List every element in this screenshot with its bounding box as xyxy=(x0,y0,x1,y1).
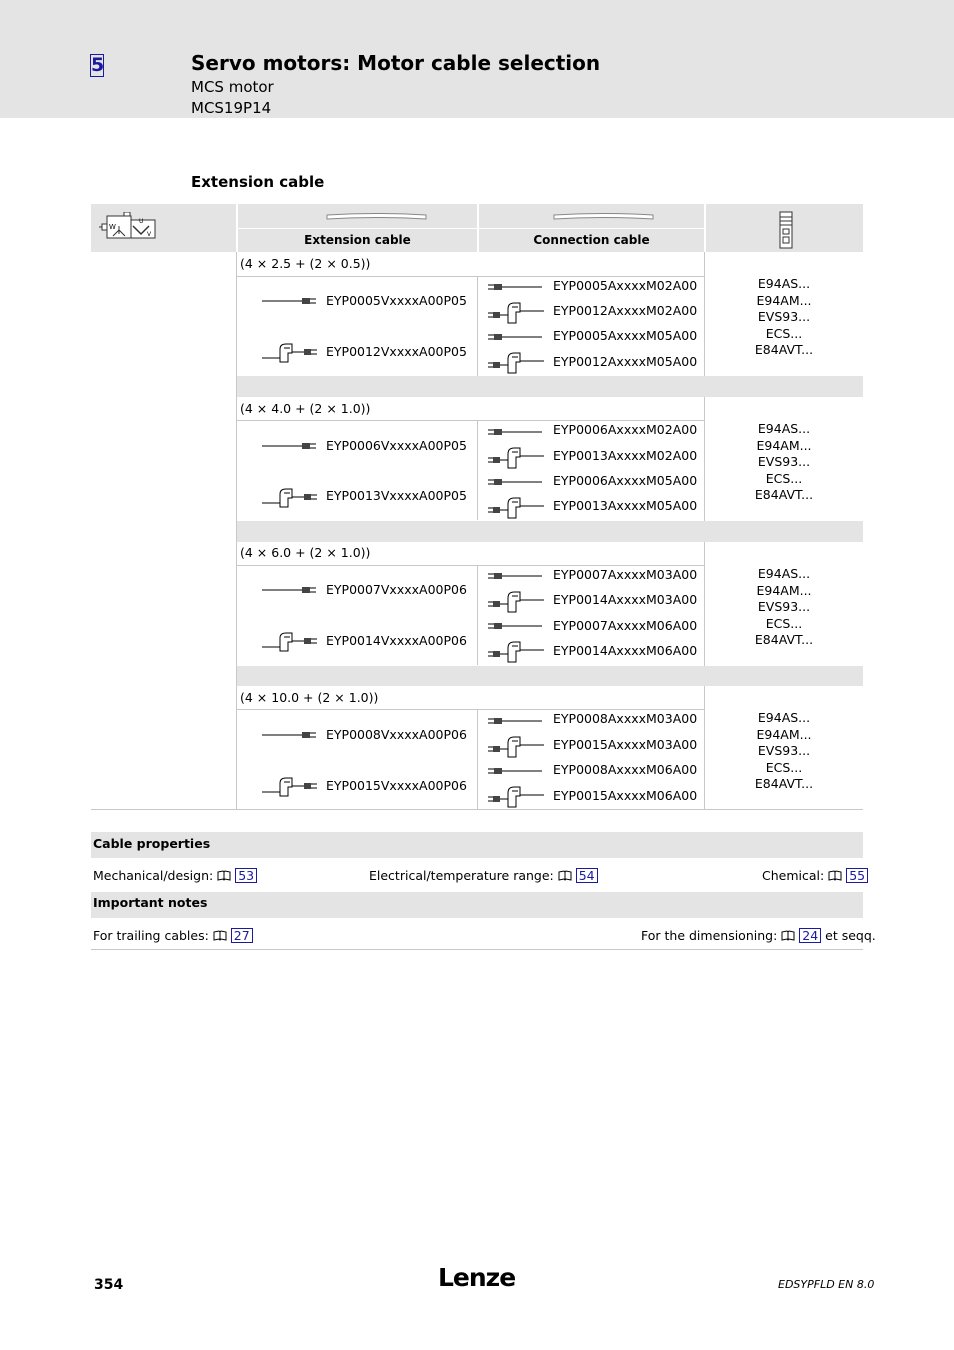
mechanical-reference xyxy=(93,868,257,883)
cable-drawing-icon xyxy=(488,426,544,438)
drive-item: EVS93... xyxy=(757,599,811,614)
group-separator xyxy=(237,376,863,397)
trailing-label: For trailing cables: xyxy=(93,928,209,943)
extension-part-number: EYP0006VxxxxA00P05 xyxy=(326,438,467,453)
svg-text:W: W xyxy=(109,223,116,231)
cable-drawing-icon xyxy=(488,300,546,324)
page-subtitle-motor: MCS motor xyxy=(191,78,274,96)
drive-item: ECS... xyxy=(765,325,803,341)
cable-icon xyxy=(553,213,655,221)
connection-part-number: EYP0008AxxxxM03A00 xyxy=(553,711,698,726)
drive-list xyxy=(706,566,862,649)
cable-icon xyxy=(326,213,428,221)
connection-part-number: EYP0007AxxxxM03A00 xyxy=(553,567,698,582)
drive-list xyxy=(706,276,862,359)
cable-properties-heading: Cable properties xyxy=(93,836,211,851)
connection-part-number: EYP0007AxxxxM06A00 xyxy=(553,618,698,633)
connection-part-number: EYP0013AxxxxM02A00 xyxy=(553,448,698,463)
connection-part-number: EYP0014AxxxxM03A00 xyxy=(553,592,698,607)
connection-part-number: EYP0013AxxxxM05A00 xyxy=(553,498,698,513)
cable-drawing-icon xyxy=(262,630,318,652)
connection-cable-column-label: Connection cable xyxy=(533,233,650,247)
cable-drawing-icon xyxy=(488,589,546,613)
cable-drawing-icon xyxy=(488,570,544,582)
drive-item: EVS93... xyxy=(757,454,811,469)
drive-item: E84AVT... xyxy=(754,776,814,791)
trailing-cables-reference xyxy=(93,928,253,943)
extension-part-number: EYP0012VxxxxA00P05 xyxy=(326,344,467,359)
drive-item: E94AM... xyxy=(756,437,812,453)
book-icon xyxy=(558,870,572,881)
group-separator xyxy=(237,666,863,686)
connection-part-number: EYP0012AxxxxM02A00 xyxy=(553,303,698,318)
drive-item: ECS... xyxy=(765,470,803,486)
mechanical-page-link[interactable]: 53 xyxy=(235,868,257,883)
group-separator xyxy=(237,521,863,542)
electrical-page-link[interactable]: 54 xyxy=(576,868,598,883)
drive-item: E94AS... xyxy=(757,421,811,436)
trailing-page-link[interactable]: 27 xyxy=(231,928,253,943)
connection-part-number: EYP0005AxxxxM02A00 xyxy=(553,278,698,293)
dimensioning-label: For the dimensioning: xyxy=(641,928,778,943)
drive-item: E94AS... xyxy=(757,276,811,291)
cable-drawing-icon xyxy=(262,486,318,508)
page-subtitle-model: MCS19P14 xyxy=(191,99,272,117)
page-number: 354 xyxy=(94,1277,124,1293)
lenze-logo: Lenze xyxy=(438,1263,516,1292)
extension-part-number: EYP0008VxxxxA00P06 xyxy=(326,727,467,742)
connection-cable-header xyxy=(479,204,704,252)
electrical-reference xyxy=(369,868,598,883)
connection-part-number: EYP0005AxxxxM05A00 xyxy=(553,328,698,343)
drive-item: E94AS... xyxy=(757,710,811,725)
cable-spec: (4 × 2.5 + (2 × 0.5)) xyxy=(240,256,371,271)
extension-part-number: EYP0007VxxxxA00P06 xyxy=(326,582,467,597)
document-id: EDSYPFLD EN 8.0 xyxy=(778,1278,875,1291)
drive-item: E84AVT... xyxy=(754,632,814,647)
connection-part-number: EYP0014AxxxxM06A00 xyxy=(553,643,698,658)
extension-cable-header xyxy=(238,204,477,252)
connection-part-number: EYP0015AxxxxM06A00 xyxy=(553,788,698,803)
drive-item: EVS93... xyxy=(757,743,811,758)
drive-item: E94AS... xyxy=(757,566,811,581)
drive-item: E94AM... xyxy=(756,582,812,598)
cable-spec: (4 × 4.0 + (2 × 1.0)) xyxy=(240,401,371,416)
drive-item: E84AVT... xyxy=(754,342,814,357)
cable-drawing-icon xyxy=(488,620,544,632)
cable-drawing-icon xyxy=(488,281,544,293)
cable-drawing-icon xyxy=(262,729,318,741)
cable-drawing-icon xyxy=(488,331,544,343)
cable-drawing-icon xyxy=(488,715,544,727)
electrical-label: Electrical/temperature range: xyxy=(369,868,554,883)
drive-list xyxy=(706,421,862,504)
drive-item: E94AM... xyxy=(756,292,812,308)
extension-part-number: EYP0005VxxxxA00P05 xyxy=(326,293,467,308)
cable-drawing-icon xyxy=(488,765,544,777)
connection-part-number: EYP0012AxxxxM05A00 xyxy=(553,354,698,369)
cable-spec: (4 × 10.0 + (2 × 1.0)) xyxy=(240,690,379,705)
book-icon xyxy=(781,930,795,941)
drive-icon-header xyxy=(706,204,863,252)
dimensioning-suffix: et seqq. xyxy=(825,928,876,943)
drive-item: ECS... xyxy=(765,615,803,631)
cable-drawing-icon xyxy=(488,784,546,808)
dimensioning-page-link[interactable]: 24 xyxy=(799,928,821,943)
drive-item: EVS93... xyxy=(757,309,811,324)
cable-drawing-icon xyxy=(488,495,546,519)
svg-text:V: V xyxy=(147,231,152,238)
drive-item: E84AVT... xyxy=(754,487,814,502)
cable-spec: (4 × 6.0 + (2 × 1.0)) xyxy=(240,545,371,560)
cable-drawing-icon xyxy=(488,350,546,374)
section-heading: Extension cable xyxy=(191,173,325,191)
connection-part-number: EYP0008AxxxxM06A00 xyxy=(553,762,698,777)
connection-part-number: EYP0006AxxxxM05A00 xyxy=(553,473,698,488)
motor-icon-header xyxy=(91,204,236,252)
motor-icon xyxy=(99,212,157,242)
chemical-page-link[interactable]: 55 xyxy=(846,868,868,883)
book-icon xyxy=(828,870,842,881)
chapter-number-link[interactable]: 5 xyxy=(91,54,105,76)
extension-cable-column-label: Extension cable xyxy=(304,233,411,247)
cable-drawing-icon xyxy=(262,341,318,363)
drive-list xyxy=(706,710,862,793)
book-icon xyxy=(217,870,231,881)
extension-part-number: EYP0014VxxxxA00P06 xyxy=(326,633,467,648)
chemical-reference xyxy=(762,868,868,883)
page-header xyxy=(0,0,954,118)
cable-drawing-icon xyxy=(488,734,546,758)
cable-drawing-icon xyxy=(488,639,546,663)
svg-text:U: U xyxy=(139,218,144,225)
connection-part-number: EYP0006AxxxxM02A00 xyxy=(553,422,698,437)
cable-drawing-icon xyxy=(262,584,318,596)
cable-drawing-icon xyxy=(488,445,546,469)
mechanical-label: Mechanical/design: xyxy=(93,868,214,883)
drive-item: ECS... xyxy=(765,759,803,775)
connection-part-number: EYP0015AxxxxM03A00 xyxy=(553,737,698,752)
chemical-label: Chemical: xyxy=(762,868,825,883)
book-icon xyxy=(213,930,227,941)
important-notes-heading: Important notes xyxy=(93,895,208,910)
page-title: Servo motors: Motor cable selection xyxy=(191,51,601,75)
cable-drawing-icon xyxy=(262,295,318,307)
drive-controller-icon xyxy=(778,211,794,249)
cable-drawing-icon xyxy=(488,476,544,488)
dimensioning-reference xyxy=(641,928,876,943)
cable-drawing-icon xyxy=(262,775,318,797)
drive-item: E94AM... xyxy=(756,726,812,742)
extension-part-number: EYP0015VxxxxA00P06 xyxy=(326,778,467,793)
extension-part-number: EYP0013VxxxxA00P05 xyxy=(326,488,467,503)
cable-drawing-icon xyxy=(262,440,318,452)
